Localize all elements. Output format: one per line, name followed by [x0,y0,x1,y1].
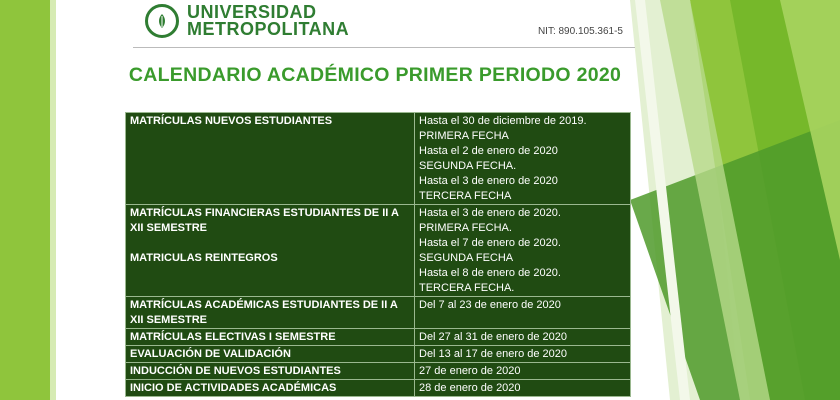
date-text: SEGUNDA FECHA [419,252,514,264]
date-text: Del 27 al 31 de enero de 2020 [419,331,568,343]
activity-cell [126,363,415,380]
date-cell [415,329,631,346]
activity-cell [126,113,415,205]
table-row [126,380,631,397]
date-text: Del 13 al 17 de enero de 2020 [419,348,568,360]
table-row [126,113,631,205]
date-cell [415,297,631,329]
activity-text: EVALUACIÓN DE VALIDACIÓN [130,348,291,360]
nit-number: NIT: 890.105.361-5 [537,26,623,37]
date-cell [415,113,631,205]
activity-text [130,236,410,251]
brand-line-1: UNIVERSIDAD [187,2,317,22]
date-text: Hasta el 3 de enero de 2020 [419,175,558,187]
calendar-body [126,113,631,397]
date-text: PRIMERA FECHA. [419,222,512,234]
date-text: SEGUNDA FECHA. [419,160,517,172]
logo [145,4,349,38]
activity-text: MATRICULAS REINTEGROS [130,252,278,264]
date-cell [415,380,631,397]
activity-text: INDUCCIÓN DE NUEVOS ESTUDIANTES [130,365,341,377]
activity-text: MATRÍCULAS ACADÉMICAS ESTUDIANTES DE II A XII SEMESTRE [130,299,398,326]
header-divider [133,47,635,48]
brand-name [187,4,349,38]
date-cell [415,363,631,380]
activity-text: MATRÍCULAS ELECTIVAS I SEMESTRE [130,331,336,343]
date-text: Hasta el 3 de enero de 2020. [419,207,561,219]
date-text: Hasta el 8 de enero de 2020. [419,267,561,279]
date-text: Hasta el 7 de enero de 2020. [419,237,561,249]
date-cell [415,205,631,297]
activity-text: MATRÍCULAS NUEVOS ESTUDIANTES [130,115,333,127]
date-text: 28 de enero de 2020 [419,382,521,394]
date-text: TERCERA FECHA. [419,282,515,294]
table-row [126,205,631,297]
date-cell [415,346,631,363]
activity-cell [126,329,415,346]
date-text: Hasta el 2 de enero de 2020 [419,145,558,157]
activity-text: INICIO DE ACTIVIDADES ACADÉMICAS [130,382,337,394]
table-row [126,346,631,363]
activity-cell [126,346,415,363]
brand-line-2: METROPOLITANA [187,19,350,39]
university-seal-icon [145,4,179,38]
date-text: 27 de enero de 2020 [419,365,521,377]
date-text: Del 7 al 23 de enero de 2020 [419,299,561,311]
page-title: CALENDARIO ACADÉMICO PRIMER PERIODO 2020 [128,64,622,86]
activity-cell [126,297,415,329]
academic-calendar-table [125,112,631,397]
date-text: Hasta el 30 de diciembre de 2019. [419,115,587,127]
right-decoration [630,0,840,400]
left-accent-strip [50,0,56,400]
table-row [126,297,631,329]
date-text: PRIMERA FECHA [419,130,509,142]
left-green-bar [0,0,50,400]
activity-text: MATRÍCULAS FINANCIERAS ESTUDIANTES DE II A XII SEMESTRE [130,207,399,234]
activity-cell [126,380,415,397]
slide-content [115,0,635,400]
table-row [126,363,631,380]
table-row [126,329,631,346]
activity-cell [126,205,415,297]
date-text: TERCERA FECHA [419,190,512,202]
